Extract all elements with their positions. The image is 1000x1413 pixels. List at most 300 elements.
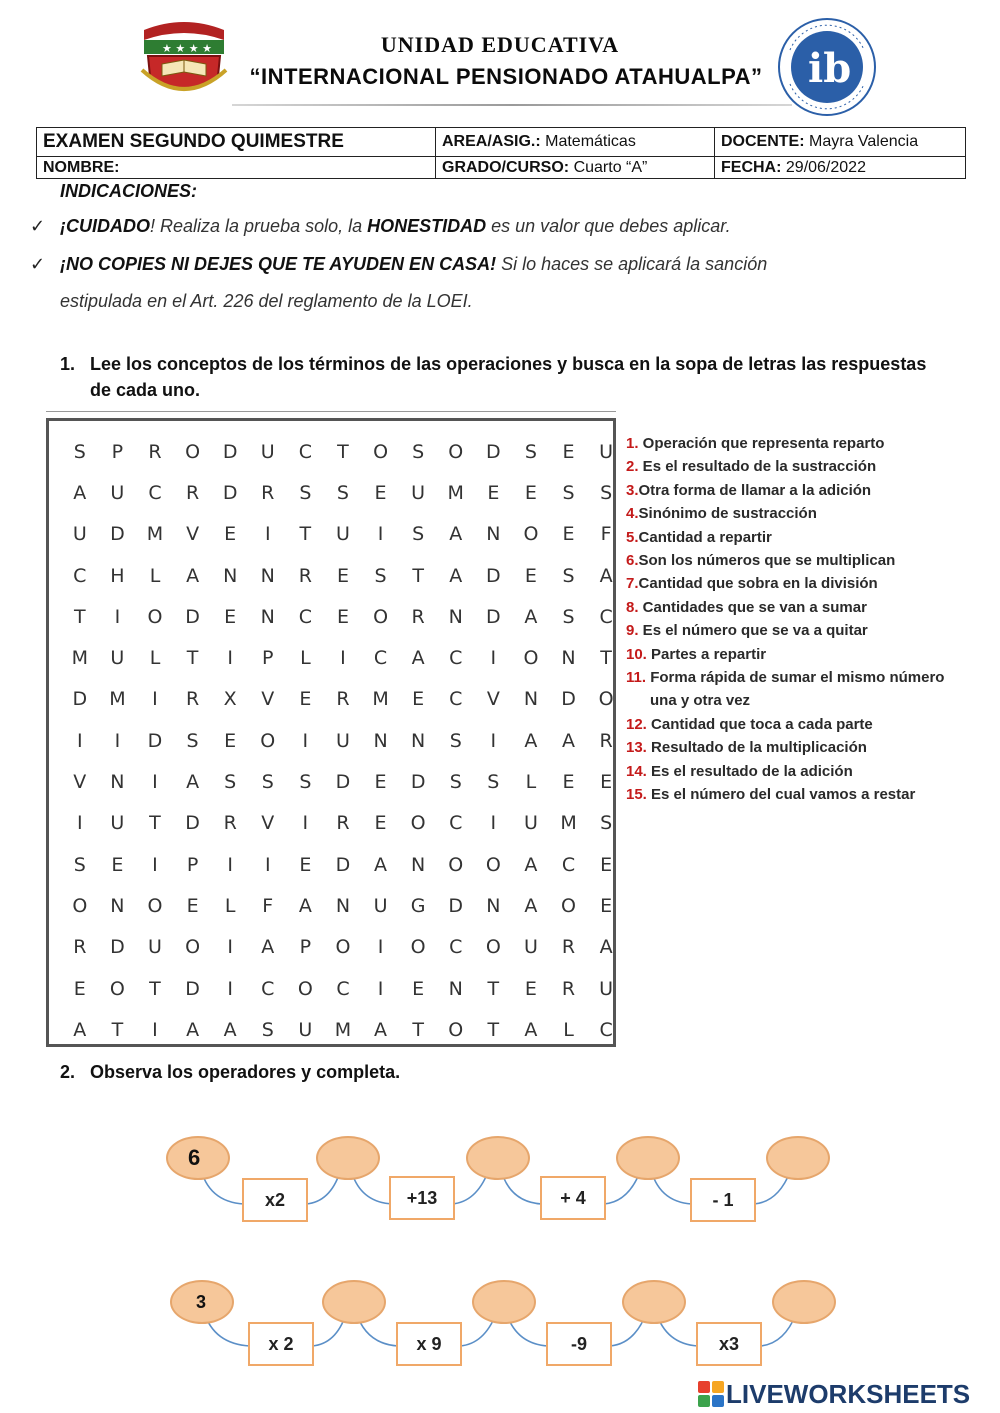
wordsearch-letter[interactable]: N [373, 729, 388, 752]
wordsearch-letter[interactable]: O [448, 440, 464, 463]
wordsearch-letter[interactable]: O [297, 977, 313, 1000]
wordsearch-letter[interactable]: A [524, 1018, 538, 1041]
wordsearch-letter[interactable]: D [147, 729, 163, 752]
wordsearch-letter[interactable]: I [340, 647, 346, 670]
wordsearch-letter[interactable]: E [412, 977, 425, 1000]
wordsearch-letter[interactable]: C [599, 605, 613, 628]
wordsearch-letter[interactable]: N [260, 605, 275, 628]
wordsearch-letter[interactable]: R [561, 936, 576, 959]
wordsearch-letter[interactable]: P [186, 853, 199, 876]
wordsearch-letter[interactable]: U [335, 729, 350, 752]
wordsearch-shadow-line [46, 411, 616, 412]
clue-item [626, 643, 976, 666]
wordsearch-row [61, 472, 625, 513]
wordsearch-grid[interactable] [46, 418, 616, 1047]
operator-box: + 4 [540, 1176, 606, 1220]
wordsearch-letter[interactable]: E [186, 894, 199, 917]
ib-world-school-logo [776, 16, 878, 118]
wordsearch-letter[interactable]: A [562, 729, 576, 752]
svg-text:★ ★ ★ ★: ★ ★ ★ ★ [162, 42, 212, 55]
fecha-cell [715, 157, 966, 179]
wordsearch-letter[interactable]: U [523, 812, 538, 835]
wordsearch-row [61, 555, 625, 596]
answer-circle[interactable] [322, 1280, 386, 1324]
wordsearch-row [61, 844, 625, 885]
answer-circle[interactable] [766, 1136, 830, 1180]
wordsearch-letter[interactable]: O [561, 894, 576, 917]
clue-list [626, 432, 976, 807]
wordsearch-letter[interactable]: C [73, 564, 87, 587]
wordsearch-letter[interactable]: I [227, 936, 233, 959]
wordsearch-letter[interactable]: S [600, 481, 613, 504]
wordsearch-letter[interactable]: V [261, 688, 275, 711]
wordsearch-letter[interactable]: O [147, 894, 163, 917]
wordsearch-letter[interactable]: M [447, 481, 464, 504]
wordsearch-letter[interactable]: S [261, 1018, 274, 1041]
wordsearch-letter[interactable]: O [147, 605, 163, 628]
wordsearch-letter[interactable]: I [152, 688, 158, 711]
wordsearch-letter[interactable]: S [449, 729, 462, 752]
wordsearch-letter[interactable]: O [410, 812, 426, 835]
wordsearch-letter[interactable]: I [152, 771, 158, 794]
clue-number: 8. [626, 598, 639, 616]
wordsearch-letter[interactable]: S [562, 605, 575, 628]
clue-text: Cantidad a repartir [638, 528, 772, 546]
wordsearch-letter[interactable]: V [486, 688, 500, 711]
wordsearch-letter[interactable]: E [412, 688, 425, 711]
wordsearch-letter[interactable]: C [148, 481, 162, 504]
wordsearch-letter[interactable]: U [599, 440, 614, 463]
wordsearch-letter[interactable]: V [186, 523, 200, 546]
wordsearch-letter[interactable]: N [448, 977, 463, 1000]
wordsearch-letter[interactable]: D [185, 605, 200, 628]
nombre-cell[interactable] [37, 157, 436, 179]
clue-item [626, 760, 976, 783]
wordsearch-letter[interactable]: E [562, 523, 575, 546]
wordsearch-letter[interactable]: D [110, 936, 125, 959]
wordsearch-letter[interactable]: M [334, 1018, 352, 1041]
wordsearch-letter[interactable]: D [486, 440, 501, 463]
clue-item [626, 479, 976, 502]
wordsearch-letter[interactable]: E [336, 564, 349, 587]
clue-item [626, 526, 976, 549]
clue-item [626, 783, 976, 806]
grado-cell [436, 157, 715, 179]
wordsearch-letter[interactable]: R [411, 605, 425, 628]
wordsearch-letter[interactable]: R [148, 440, 162, 463]
wordsearch-letter[interactable]: S [562, 564, 575, 587]
answer-circle[interactable] [466, 1136, 530, 1180]
wordsearch-letter[interactable]: I [152, 853, 158, 876]
wordsearch-letter[interactable]: O [72, 894, 88, 917]
wordsearch-letter[interactable]: C [373, 647, 388, 670]
clue-item [626, 619, 976, 642]
wordsearch-letter[interactable]: O [523, 523, 539, 546]
wordsearch-letter[interactable]: N [335, 894, 351, 917]
wordsearch-letter[interactable]: I [114, 729, 121, 752]
operator-box: x 2 [248, 1322, 314, 1366]
wordsearch-letter[interactable]: R [599, 729, 613, 752]
wordsearch-letter[interactable]: A [411, 647, 425, 670]
wordsearch-letter[interactable]: D [185, 977, 200, 1000]
clue-item [626, 596, 976, 619]
wordsearch-letter[interactable]: I [377, 936, 384, 959]
wordsearch-row [61, 927, 625, 968]
grado-value: Cuarto “A” [573, 158, 648, 176]
question-number: 2. [60, 1062, 76, 1082]
wordsearch-letter[interactable]: E [224, 729, 237, 752]
wordsearch-letter[interactable]: I [490, 647, 497, 670]
wordsearch-letter[interactable]: D [185, 812, 200, 835]
wordsearch-letter[interactable]: S [374, 564, 387, 587]
start-number-circle [166, 1136, 230, 1180]
wordsearch-letter[interactable]: M [560, 812, 577, 835]
wordsearch-letter[interactable]: A [599, 936, 613, 959]
answer-circle[interactable] [622, 1280, 686, 1324]
wordsearch-letter[interactable]: A [524, 729, 538, 752]
wordsearch-letter[interactable]: I [490, 729, 497, 752]
wordsearch-letter[interactable]: S [562, 481, 575, 504]
wordsearch-letter[interactable]: S [487, 771, 500, 794]
wordsearch-letter[interactable]: M [146, 523, 164, 546]
wordsearch-letter[interactable]: A [524, 853, 538, 876]
wordsearch-letter[interactable]: D [72, 688, 88, 711]
wordsearch-letter[interactable]: F [600, 523, 612, 546]
wordsearch-letter[interactable]: T [487, 977, 500, 1000]
wordsearch-letter[interactable]: L [525, 771, 537, 794]
wordsearch-letter[interactable]: R [336, 688, 350, 711]
wordsearch-letter[interactable]: P [262, 647, 274, 670]
wordsearch-letter[interactable]: I [377, 977, 384, 1000]
school-crest-icon [138, 16, 230, 100]
wordsearch-letter[interactable]: I [76, 729, 83, 752]
wordsearch-letter[interactable]: V [261, 812, 275, 835]
wordsearch-letter[interactable]: S [524, 440, 537, 463]
wordsearch-letter[interactable]: A [186, 771, 200, 794]
wordsearch-letter[interactable]: N [260, 564, 275, 587]
wordsearch-row [61, 679, 625, 720]
wordsearch-letter[interactable]: S [600, 812, 613, 835]
wordsearch-letter[interactable]: E [487, 481, 500, 504]
wordsearch-letter[interactable]: O [523, 647, 539, 670]
wordsearch-letter[interactable]: T [73, 605, 86, 628]
wordsearch-letter[interactable]: U [298, 1018, 313, 1041]
wordsearch-letter[interactable]: E [299, 853, 312, 876]
wordsearch-letter[interactable]: A [298, 894, 312, 917]
wordsearch-letter[interactable]: E [524, 481, 537, 504]
clue-text: Cantidad que sobra en la división [638, 575, 878, 593]
wordsearch-letter[interactable]: I [227, 853, 233, 876]
wordsearch-letter[interactable]: O [109, 977, 125, 1000]
wordsearch-letter[interactable]: O [185, 440, 201, 463]
wordsearch-letter[interactable]: N [223, 564, 238, 587]
clue-text: Es el número del cual vamos a restar [646, 786, 916, 804]
answer-circle[interactable] [316, 1136, 380, 1180]
clue-text: Es el resultado de la sustracción [638, 458, 877, 476]
wordsearch-letter[interactable]: N [523, 688, 539, 711]
wordsearch-letter[interactable]: A [524, 605, 538, 628]
wordsearch-letter[interactable]: E [224, 523, 237, 546]
wordsearch-letter[interactable]: A [599, 564, 613, 587]
wordsearch-letter[interactable]: E [111, 853, 124, 876]
wordsearch-letter[interactable]: D [110, 523, 125, 546]
wordsearch-letter[interactable]: I [76, 812, 83, 835]
clue-text: Operación que representa reparto [638, 435, 885, 452]
wordsearch-letter[interactable]: E [562, 440, 575, 463]
wordsearch-letter[interactable]: U [411, 481, 426, 504]
wordsearch-letter[interactable]: T [487, 1018, 500, 1041]
wordsearch-letter[interactable]: U [72, 523, 87, 546]
clue-number: 1. [626, 435, 639, 452]
wordsearch-letter[interactable]: U [110, 647, 125, 670]
wordsearch-letter[interactable]: X [223, 688, 237, 711]
wordsearch-letter[interactable]: U [523, 936, 538, 959]
question-text: Observa los operadores y completa. [90, 1062, 401, 1082]
wordsearch-letter[interactable]: T [600, 647, 612, 670]
wordsearch-letter[interactable]: D [486, 605, 501, 628]
wordsearch-letter[interactable]: R [298, 564, 312, 587]
clue-item [626, 432, 976, 455]
wordsearch-letter[interactable]: C [449, 812, 463, 835]
liveworksheets-brand[interactable] [698, 1377, 970, 1411]
wordsearch-letter[interactable]: C [449, 647, 463, 670]
wordsearch-letter[interactable]: S [299, 481, 312, 504]
clue-text: Forma rápida de sumar el mismo número [646, 669, 945, 687]
wordsearch-letter[interactable]: C [336, 977, 350, 1000]
wordsearch-letter[interactable]: E [600, 771, 613, 794]
wordsearch-letter[interactable]: U [148, 936, 162, 959]
wordsearch-letter[interactable]: N [448, 605, 463, 628]
wordsearch-letter[interactable]: L [224, 894, 236, 917]
wordsearch-letter[interactable]: A [449, 523, 463, 546]
clue-text: Son los números que se multiplican [638, 552, 896, 570]
clue-text: Partes a repartir [646, 645, 767, 663]
wordsearch-letter[interactable]: T [149, 812, 161, 835]
wordsearch-letter[interactable]: T [299, 523, 312, 546]
wordsearch-row [61, 637, 625, 678]
wordsearch-letter[interactable]: M [109, 688, 126, 711]
wordsearch-letter[interactable]: D [335, 771, 351, 794]
wordsearch-letter[interactable]: E [299, 688, 312, 711]
wordsearch-letter[interactable]: O [185, 936, 201, 959]
wordsearch-letter[interactable]: A [223, 1018, 237, 1041]
wordsearch-letter[interactable]: M [372, 688, 389, 711]
wordsearch-letter[interactable]: D [448, 894, 464, 917]
clue-number: 5. [626, 528, 639, 546]
wordsearch-letter[interactable]: L [149, 647, 161, 670]
wordsearch-letter[interactable]: O [260, 729, 276, 752]
wordsearch-letter[interactable]: I [490, 812, 497, 835]
operator-box: x3 [696, 1322, 762, 1366]
wordsearch-letter[interactable]: E [336, 605, 349, 628]
wordsearch-letter[interactable]: U [373, 894, 388, 917]
wordsearch-letter[interactable]: I [227, 647, 233, 670]
wordsearch-letter[interactable]: U [260, 440, 275, 463]
clue-number: 7. [626, 575, 639, 593]
logo-tile [698, 1381, 710, 1393]
wordsearch-letter[interactable]: E [600, 853, 613, 876]
wordsearch-letter[interactable]: T [337, 440, 349, 463]
wordsearch-letter[interactable]: I [302, 812, 309, 835]
wordsearch-letter[interactable]: T [412, 1018, 424, 1041]
wordsearch-letter[interactable]: H [110, 564, 125, 587]
wordsearch-letter[interactable]: S [186, 729, 199, 752]
wordsearch-letter[interactable]: N [110, 771, 125, 794]
wordsearch-letter[interactable]: F [262, 894, 274, 917]
wordsearch-letter[interactable]: S [299, 771, 312, 794]
wordsearch-row [61, 968, 625, 1009]
clue-item [626, 713, 976, 736]
wordsearch-letter[interactable]: D [222, 481, 238, 504]
wordsearch-letter[interactable]: O [373, 440, 389, 463]
wordsearch-letter[interactable]: A [449, 564, 463, 587]
nombre-label: NOMBRE: [43, 158, 120, 176]
wordsearch-letter[interactable]: O [410, 936, 426, 959]
operator-box: -9 [546, 1322, 612, 1366]
wordsearch-letter[interactable]: S [261, 771, 274, 794]
wordsearch-letter[interactable]: D [410, 771, 426, 794]
wordsearch-letter[interactable]: O [485, 936, 501, 959]
wordsearch-letter[interactable]: E [524, 564, 537, 587]
wordsearch-letter[interactable]: A [186, 564, 200, 587]
wordsearch-letter[interactable]: I [114, 605, 121, 628]
wordsearch-letter[interactable]: O [598, 688, 614, 711]
answer-circle[interactable] [616, 1136, 680, 1180]
wordsearch-letter[interactable]: E [73, 977, 86, 1000]
wordsearch-letter[interactable]: I [302, 729, 309, 752]
wordsearch-letter[interactable]: E [374, 771, 387, 794]
wordsearch-letter[interactable]: A [73, 481, 87, 504]
wordsearch-letter[interactable]: E [600, 894, 613, 917]
wordsearch-letter[interactable]: A [374, 1018, 388, 1041]
wordsearch-letter[interactable]: A [261, 936, 275, 959]
header-divider [232, 104, 792, 106]
wordsearch-letter[interactable]: T [111, 1018, 124, 1041]
wordsearch-letter[interactable]: U [110, 481, 125, 504]
wordsearch-row [61, 431, 625, 472]
wordsearch-letter[interactable]: O [485, 853, 501, 876]
wordsearch-letter[interactable]: R [185, 481, 200, 504]
wordsearch-letter[interactable]: N [486, 894, 501, 917]
wordsearch-letter[interactable]: E [374, 812, 387, 835]
question-2 [60, 1059, 400, 1085]
wordsearch-letter[interactable]: C [298, 440, 312, 463]
wordsearch-letter[interactable]: N [411, 853, 426, 876]
wordsearch-letter[interactable]: C [561, 853, 576, 876]
wordsearch-letter[interactable]: A [186, 1018, 200, 1041]
wordsearch-letters[interactable] [61, 431, 625, 1050]
wordsearch-letter[interactable]: I [227, 977, 233, 1000]
wordsearch-letter[interactable]: E [224, 605, 237, 628]
wordsearch-letter[interactable]: O [448, 853, 464, 876]
clue-number: 14. [626, 762, 647, 780]
wordsearch-letter[interactable]: I [264, 523, 271, 546]
area-label: AREA/ASIG.: [442, 133, 541, 150]
wordsearch-letter[interactable]: S [73, 853, 86, 876]
wordsearch-letter[interactable]: I [377, 523, 384, 546]
wordsearch-letter[interactable]: R [561, 977, 576, 1000]
wordsearch-letter[interactable]: T [186, 647, 199, 670]
wordsearch-letter[interactable]: V [73, 771, 87, 794]
wordsearch-letter[interactable]: D [561, 688, 576, 711]
wordsearch-letter[interactable]: M [71, 647, 88, 670]
wordsearch-letter[interactable]: I [264, 853, 271, 876]
wordsearch-letter[interactable]: D [222, 440, 238, 463]
wordsearch-letter[interactable]: S [412, 523, 425, 546]
wordsearch-letter[interactable]: G [410, 894, 426, 917]
clue-item [626, 572, 976, 595]
wordsearch-letter[interactable]: C [449, 936, 463, 959]
wordsearch-letter[interactable]: U [335, 523, 350, 546]
wordsearch-letter[interactable]: N [110, 894, 125, 917]
wordsearch-letter[interactable]: E [524, 977, 537, 1000]
wordsearch-letter[interactable]: T [412, 564, 424, 587]
wordsearch-letter[interactable]: E [374, 481, 387, 504]
wordsearch-letter[interactable]: A [374, 853, 388, 876]
wordsearch-letter[interactable]: E [562, 771, 575, 794]
exam-info-table [36, 127, 966, 179]
wordsearch-letter[interactable]: R [73, 936, 87, 959]
wordsearch-letter[interactable]: O [448, 1018, 464, 1041]
wordsearch-letter[interactable]: S [224, 771, 237, 794]
wordsearch-letter[interactable]: R [223, 812, 237, 835]
wordsearch-letter[interactable]: L [300, 647, 311, 670]
wordsearch-letter[interactable]: I [152, 1018, 158, 1041]
wordsearch-letter[interactable]: A [73, 1018, 87, 1041]
logo-tile [698, 1395, 710, 1407]
wordsearch-letter[interactable]: R [261, 481, 275, 504]
wordsearch-letter[interactable]: L [563, 1018, 574, 1041]
wordsearch-letter[interactable]: P [111, 440, 124, 463]
wordsearch-letter[interactable]: C [298, 605, 312, 628]
operator-box: x 9 [396, 1322, 462, 1366]
wordsearch-letter[interactable]: A [524, 894, 538, 917]
wordsearch-letter[interactable]: N [561, 647, 576, 670]
clue-number: 6. [626, 552, 639, 570]
wordsearch-letter[interactable]: S [412, 440, 425, 463]
question-number: 1. [60, 354, 76, 374]
wordsearch-letter[interactable]: C [261, 977, 275, 1000]
clue-item [626, 549, 976, 572]
wordsearch-letter[interactable]: S [336, 481, 349, 504]
answer-circle[interactable] [472, 1280, 536, 1324]
wordsearch-letter[interactable]: C [449, 688, 463, 711]
wordsearch-letter[interactable]: D [486, 564, 501, 587]
wordsearch-letter[interactable]: T [149, 977, 161, 1000]
clue-text: Sinónimo de sustracción [638, 505, 817, 523]
wordsearch-letter[interactable]: O [335, 936, 351, 959]
question-1 [60, 351, 940, 403]
wordsearch-letter[interactable]: U [110, 812, 125, 835]
wordsearch-letter[interactable]: R [336, 812, 350, 835]
wordsearch-letter[interactable]: D [335, 853, 351, 876]
answer-circle[interactable] [772, 1280, 836, 1324]
indication-honesty: ✓ ¡CUIDADO! Realiza la prueba solo, la HONESTIDAD es un valor que debes aplicar. [30, 216, 731, 236]
wordsearch-letter[interactable]: R [185, 688, 200, 711]
wordsearch-letter[interactable]: N [411, 729, 426, 752]
wordsearch-letter[interactable]: N [486, 523, 501, 546]
wordsearch-letter[interactable]: C [599, 1018, 613, 1041]
wordsearch-letter[interactable]: P [299, 936, 312, 959]
svg-text:ib: ib [808, 45, 852, 92]
wordsearch-letter[interactable]: U [599, 977, 614, 1000]
wordsearch-letter[interactable]: S [73, 440, 86, 463]
wordsearch-letter[interactable]: S [449, 771, 462, 794]
clue-item [626, 455, 976, 478]
clue-number: 13. [626, 739, 647, 757]
wordsearch-letter[interactable]: O [373, 605, 389, 628]
wordsearch-letter[interactable]: L [149, 564, 161, 587]
